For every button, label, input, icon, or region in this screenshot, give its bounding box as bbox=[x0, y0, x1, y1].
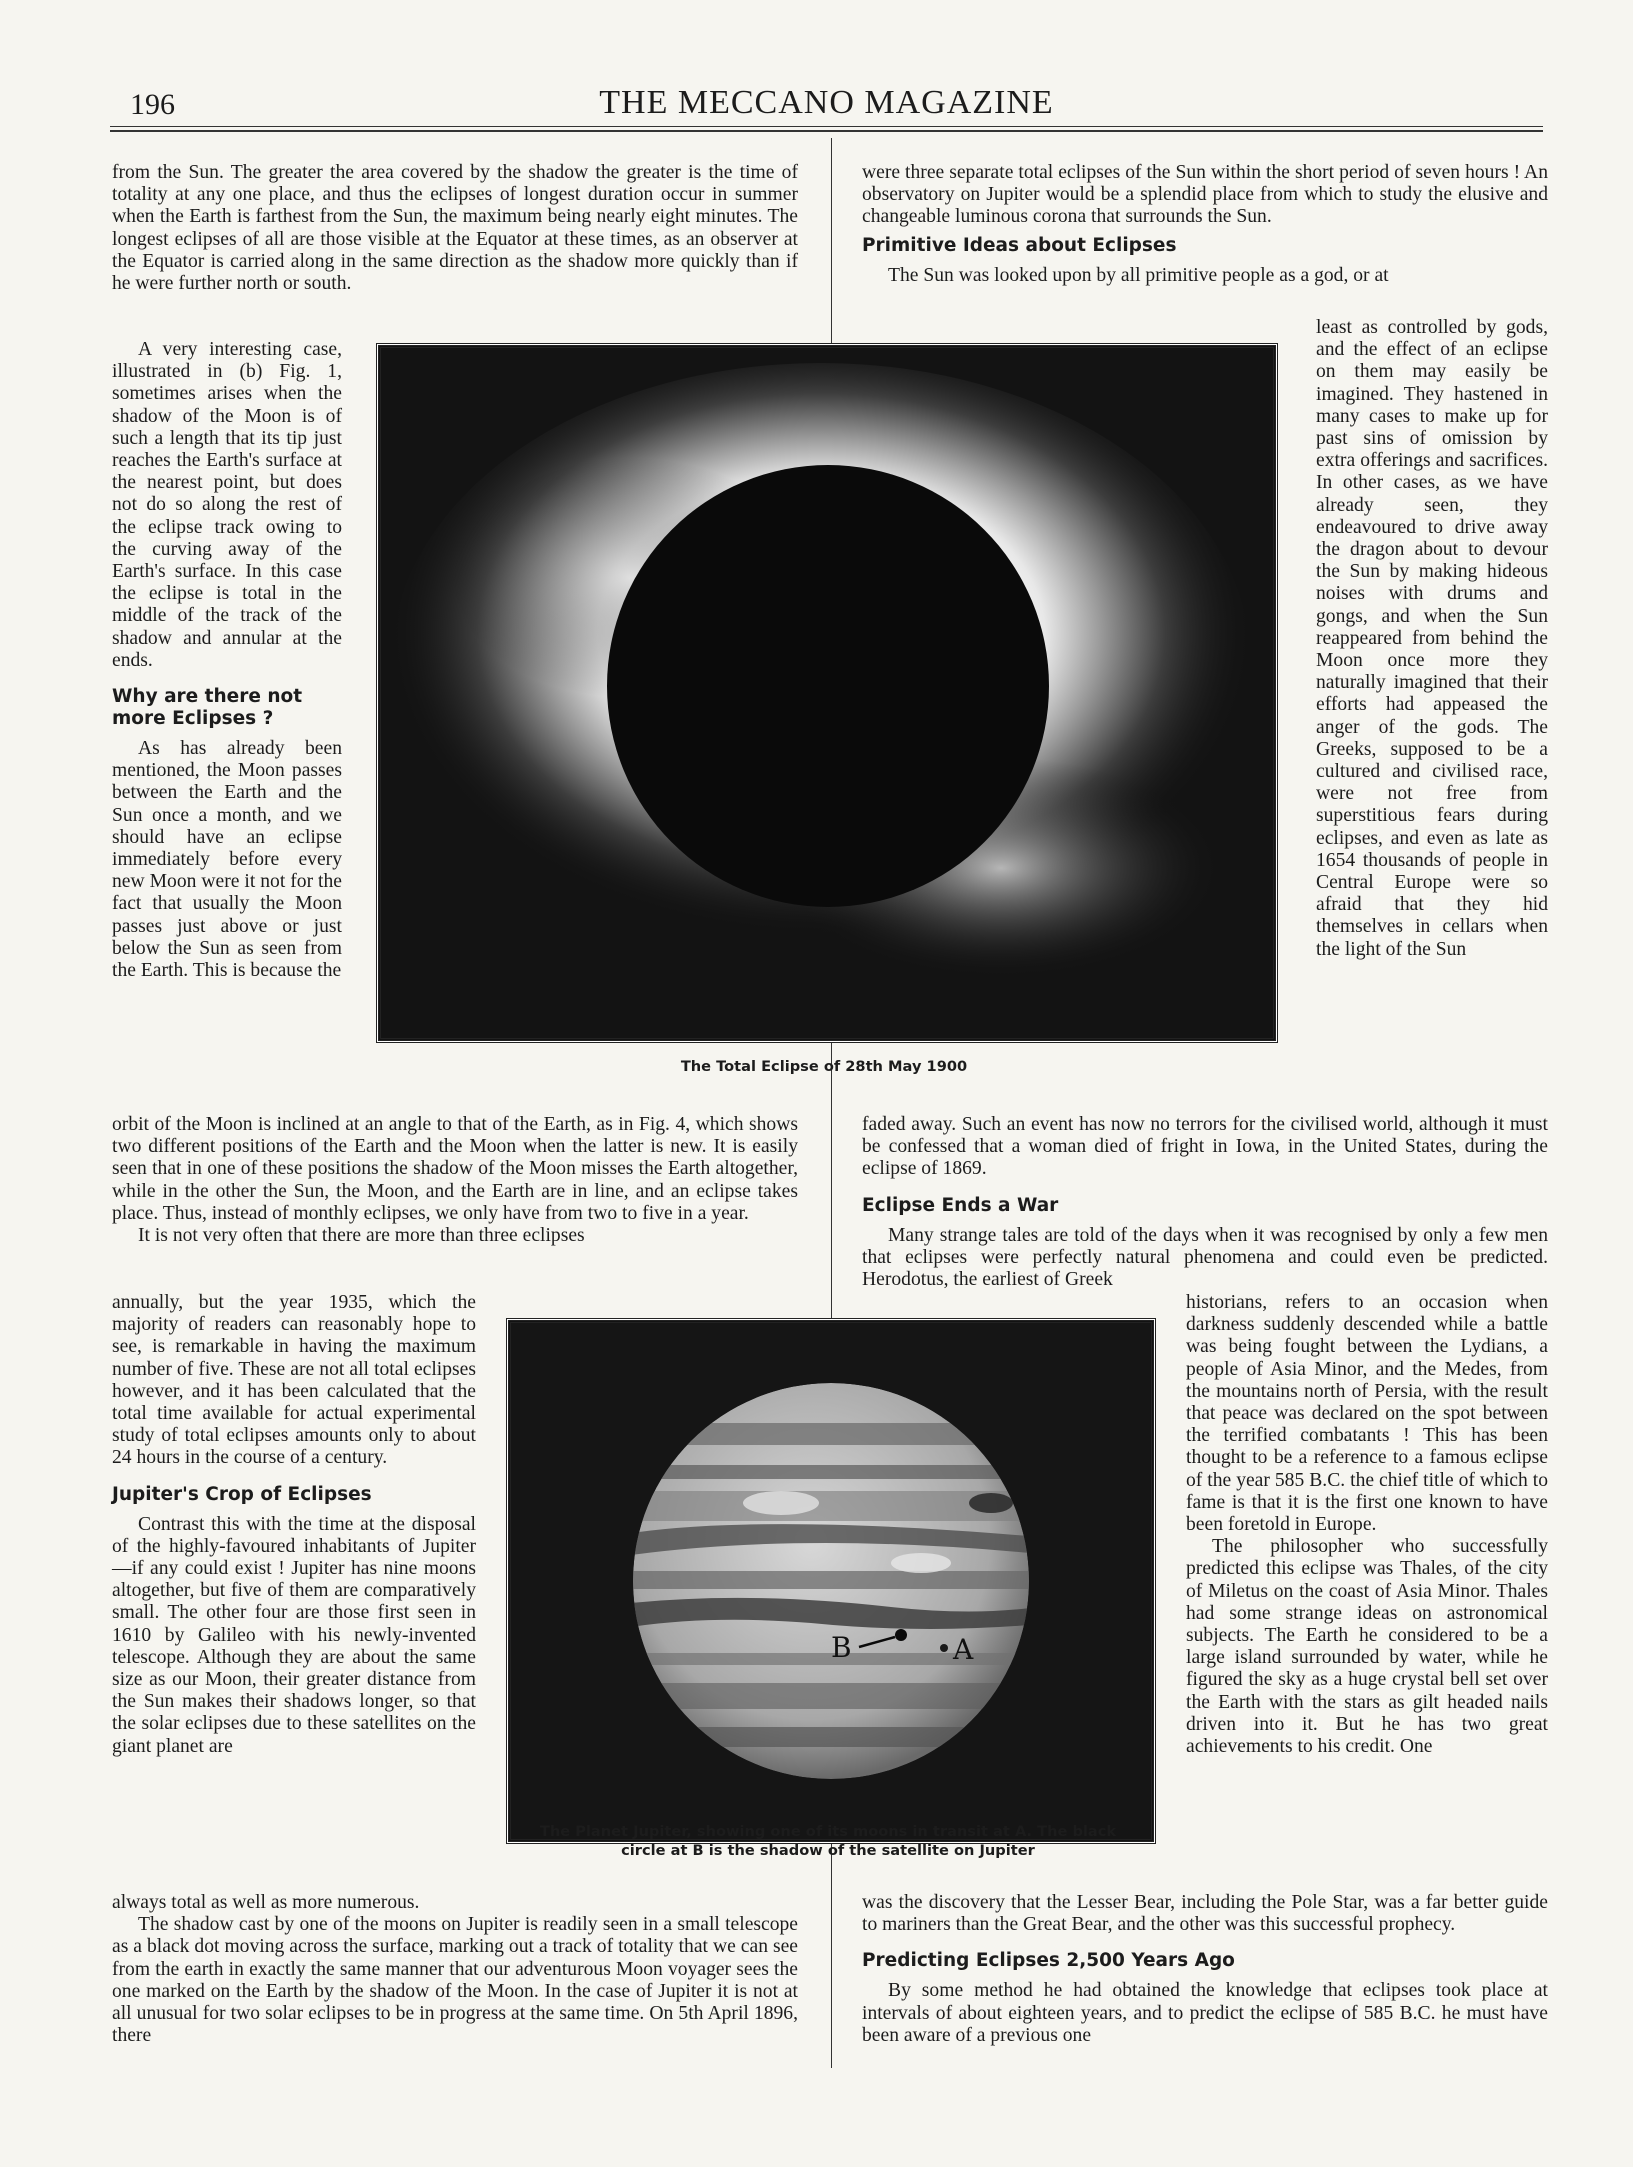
paragraph: was the discovery that the Lesser Bear, including the Pole Star, was a far better guide to mariners than the Great Bear, and the other was this successful prophecy. bbox=[862, 1892, 1548, 1936]
paragraph: A very interesting case, illustrated in (b) Fig. 1, sometimes arises when the shadow of the Moon is of such a length that its tip just reaches the Earth's surface at the nearest point, but does not do so along the rest of the eclipse track owing to the curving away of the Earth's surface. In this case the eclipse is total in the middle of the track of the shadow and annular at the ends. bbox=[112, 339, 342, 671]
right-column-top bbox=[862, 162, 1548, 287]
jupiter-caption bbox=[488, 1822, 1168, 1860]
jupiter-photo bbox=[508, 1320, 1154, 1842]
left-column-lower bbox=[112, 1292, 476, 1758]
paragraph: By some method he had obtained the knowledge that eclipses took place at intervals of about eighteen years, and to predict the eclipse of 585 B.C. he must have been aware of a previous one bbox=[862, 1980, 1548, 2046]
moon-disc bbox=[607, 465, 1049, 907]
section-heading: Why are there not more Eclipses ? bbox=[112, 686, 303, 730]
jupiter-caption-line1: The Planet Jupiter, showing one of its moons in transit at A. The black bbox=[539, 1823, 1117, 1840]
left-column-middle bbox=[112, 1114, 798, 1247]
left-column-top bbox=[112, 162, 798, 295]
paragraph: from the Sun. The greater the area covered by the shadow the greater is the time of totality at any one place, and thus the eclipses of longest duration occur in summer when the Earth is farthest from the Sun, the maximum being nearly eight minutes. The longest eclipses of all are those visible at the Equator at these times, as an observer at the Equator is carried along in the same direction as the shadow more quickly than if he were further north or south. bbox=[112, 162, 798, 295]
jupiter-figure bbox=[508, 1320, 1188, 1880]
section-heading: Jupiter's Crop of Eclipses bbox=[112, 1483, 372, 1505]
section-heading: Predicting Eclipses 2,500 Years Ago bbox=[862, 1950, 1235, 1972]
header-rule bbox=[110, 126, 1543, 127]
eclipse-photo bbox=[378, 345, 1276, 1041]
paragraph: Many strange tales are told of the days when it was recognised by only a few men that eclipses were perfectly natural phenomena and could even be predicted. Herodotus, the earliest of Greek bbox=[862, 1224, 1548, 1291]
paragraph: As has already been mentioned, the Moon passes between the Earth and the Sun once a month, and we should have an eclipse immediately before every new Moon were it not for the fact that usually the Moon passes just above or just below the Sun as seen from the Earth. This is because the bbox=[112, 738, 342, 982]
header-rule-double bbox=[110, 130, 1543, 132]
paragraph: Contrast this with the time at the disposal of the highly-favoured inhabitants of Jupiter—if any could exist ! Jupiter has nine moons altogether, but five of them are comparatively small. The other four are those first seen in 1610 by Galileo with his newly-invented telescope. Although they are about the same size as our Moon, their greater distance from the Sun makes their shadows longer, so that the solar eclipses due to these satellites on the giant planet are bbox=[112, 1513, 476, 1757]
paragraph: The Sun was looked upon by all primitive people as a god, or at bbox=[888, 264, 1389, 286]
section-heading: Primitive Ideas about Eclipses bbox=[862, 234, 1177, 256]
satellite-shadow bbox=[895, 1629, 907, 1641]
paragraph: least as controlled by gods, and the effect of an eclipse on them may easily be imagined. They hastened in many cases to make up for past sins of omission by extra offerings and sacrifices. In other cases, as we have already seen, they endeavoured to drive away the dragon about to devour the Sun by making hideous noises with drums and gongs, and when the Sun reappeared from behind the Moon once more they naturally imagined that their efforts had appeased the anger of the gods. The Greeks, supposed to be a cultured and civilised race, were not free from superstitious fears during eclipses, and even as late as 1654 thousands of people in Central Europe were so afraid that they hid themselves in cellars when the light of the Sun bbox=[1316, 317, 1548, 960]
paragraph: faded away. Such an event has now no terrors for the civilised world, although it must be confessed that a woman died of fright in Iowa, in the United States, during the eclipse of 1869. bbox=[862, 1114, 1548, 1180]
eclipse-figure bbox=[378, 345, 1278, 1085]
paragraph: The philosopher who successfully predicted this eclipse was Thales, of the city of Miletus on the coast of Asia Minor. Thales had some strange ideas on astronomical subjects. The Earth he considered to be a large island surrounded by water, while he figured the sky as a huge crystal bell set over the Earth with the stars as gilt headed nails driven into it. But he has two great achievements to his credit. One bbox=[1186, 1536, 1548, 1758]
page-header bbox=[110, 80, 1543, 130]
right-column-bottom bbox=[862, 1892, 1548, 2047]
right-column-narrow bbox=[1316, 317, 1548, 961]
section-heading: Eclipse Ends a War bbox=[862, 1194, 1059, 1216]
paragraph: orbit of the Moon is inclined at an angle to that of the Earth, as in Fig. 4, which shows two different positions of the Earth and the Moon when the latter is new. It is easily seen that in one of these positions the shadow of the Moon misses the Earth altogether, while in the other the Sun, the Moon, and the Earth are in line, and an eclipse takes place. Thus, instead of monthly eclipses, we only have from two to five in a year. bbox=[112, 1114, 798, 1224]
satellite-moon bbox=[940, 1644, 948, 1652]
page-number: 196 bbox=[130, 88, 175, 121]
label-a: A bbox=[953, 1633, 974, 1666]
right-column-middle bbox=[862, 1114, 1548, 1291]
jupiter-image bbox=[511, 1323, 1151, 1839]
paragraph: were three separate total eclipses of the Sun within the short period of seven hours ! An observatory on Jupiter would be a splendid place from which to study the elusive and changeable luminous corona that surrounds the Sun. bbox=[862, 162, 1548, 228]
left-column-narrow bbox=[112, 339, 342, 982]
paragraph: historians, refers to an occasion when darkness suddenly descended while a battle was being fought between the Lydians, a people of Asia Minor, and the Medes, from the mountains north of Persia, with the result that peace was declared on the spot between the terrified combatants ! This has been thought to be a reference to a famous eclipse of the year 585 B.C. the chief title of which to fame is that it is the first one known to have been foretold in Europe. bbox=[1186, 1292, 1548, 1536]
eclipse-image bbox=[381, 348, 1273, 1038]
paragraph: The shadow cast by one of the moons on Jupiter is readily seen in a small telescope as a black dot moving across the surface, marking out a track of totality that we can see from the earth in exactly the same manner that our adventurous Moon voyager sees the one marked on the Earth by the shadow of the Moon. In the case of Jupiter it is not at all unusual for two solar eclipses to be in progress at the same time. On 5th April 1896, there bbox=[112, 1914, 798, 2047]
paragraph: It is not very often that there are more than three eclipses bbox=[138, 1225, 585, 1247]
paragraph: annually, but the year 1935, which the majority of readers can reasonably hope to see, is remarkable in having the maximum number of five. These are not all total eclipses however, and it has been calculated that the total time available for actual experimental study of total eclipses amounts only to about 24 hours in the course of a century. bbox=[112, 1292, 476, 1469]
label-b: B bbox=[831, 1631, 852, 1664]
magazine-title: THE MECCANO MAGAZINE bbox=[599, 84, 1054, 121]
left-column-bottom bbox=[112, 1892, 798, 2047]
paragraph: always total as well as more numerous. bbox=[112, 1892, 420, 1913]
eclipse-caption: The Total Eclipse of 28th May 1900 bbox=[680, 1058, 968, 1075]
jupiter-caption-line2: circle at B is the shadow of the satellite on Jupiter bbox=[621, 1842, 1035, 1859]
right-column-lower bbox=[1186, 1292, 1548, 1758]
